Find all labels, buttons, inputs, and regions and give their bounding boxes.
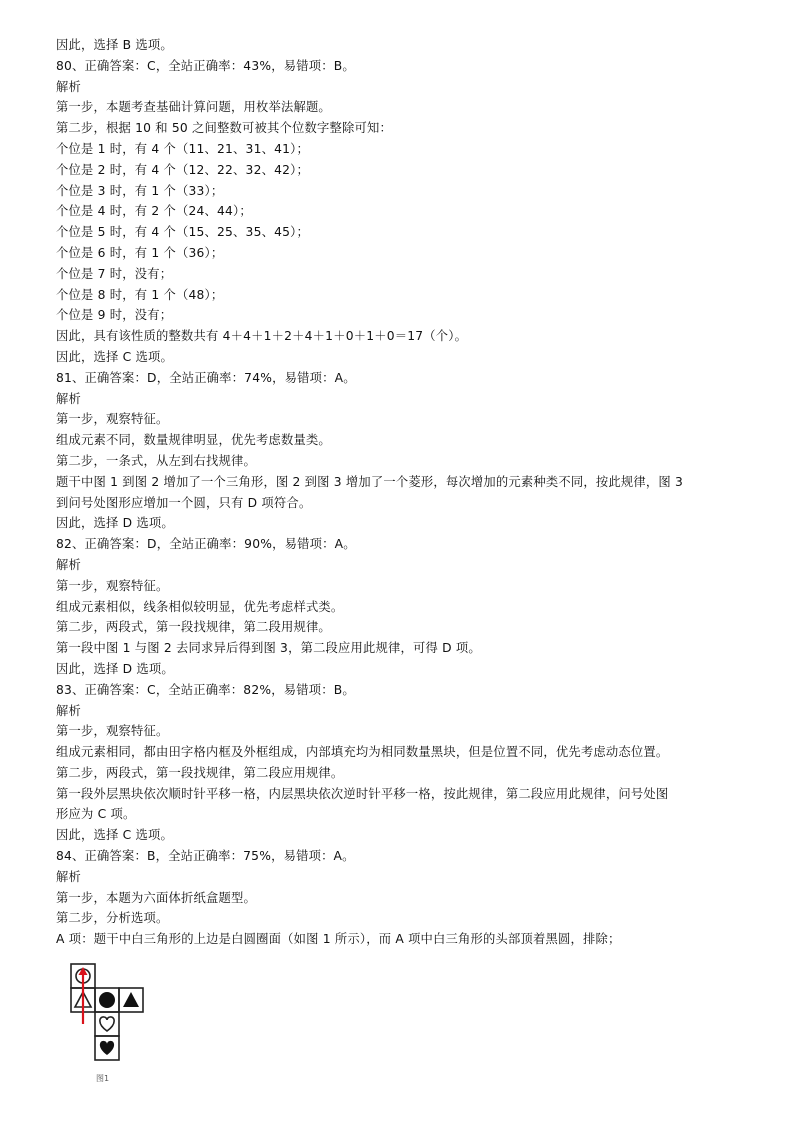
black-circle-icon — [99, 992, 115, 1008]
text-line: 因此，选择 D 选项。 — [56, 516, 174, 531]
text-line: 题干中图 1 到图 2 增加了一个三角形，图 2 到图 3 增加了一个菱形，每次增加的元素种类不同，按此规律，图 3 — [56, 474, 683, 489]
text-line: 第二步，一条式，从左到右找规律。 — [56, 453, 256, 468]
section-heading: 解析 — [56, 391, 81, 406]
text-line: 组成元素相同，都由田字格内框及外框组成，内部填充均为相同数量黑块，但是位置不同，优先考虑动态位置。 — [56, 745, 669, 760]
text-line: 形应为 C 项。 — [56, 807, 136, 822]
answer-line-83: 83、正确答案：C，全站正确率：82%，易错项：B。 — [56, 682, 355, 697]
text-line: 第二步，根据 10 和 50 之间整数可被其个位数字整除可知： — [56, 121, 392, 136]
text-line: 第二步，分析选项。 — [56, 911, 169, 926]
answer-line-81: 81、正确答案：D，全站正确率：74%，易错项：A。 — [56, 370, 356, 385]
text-line: 组成元素相似，线条相似较明显，优先考虑样式类。 — [56, 599, 344, 614]
answer-line-82: 82、正确答案：D，全站正确率：90%，易错项：A。 — [56, 537, 356, 552]
text-line: 第一步，观察特征。 — [56, 578, 169, 593]
text-line: 个位是 7 时，没有； — [56, 266, 173, 281]
text-line: 个位是 4 时，有 2 个（24、44）； — [56, 204, 252, 219]
text-line: 个位是 6 时，有 1 个（36）； — [56, 245, 224, 260]
section-heading: 解析 — [56, 703, 81, 718]
net-face-white-heart — [95, 1012, 119, 1036]
black-triangle-icon — [123, 992, 139, 1007]
answer-line-84: 84、正确答案：B，全站正确率：75%，易错项：A。 — [56, 849, 355, 864]
text-line: 个位是 1 时，有 4 个（11、21、31、41）； — [56, 141, 309, 156]
text-line: 个位是 3 时，有 1 个（33）； — [56, 183, 224, 198]
figure-caption: 图1 — [96, 1074, 110, 1083]
text-line: 第一步，本题考查基础计算问题，用枚举法解题。 — [56, 100, 331, 115]
red-arrow-head-icon — [79, 967, 88, 975]
document-body — [56, 35, 756, 950]
text-line: 个位是 5 时，有 4 个（15、25、35、45）； — [56, 225, 309, 240]
text-line: 个位是 9 时，没有； — [56, 308, 173, 323]
text-line: 到问号处图形应增加一个圆，只有 D 项符合。 — [56, 495, 312, 510]
text-line: 因此，选择 C 选项。 — [56, 349, 173, 364]
text-line: 第二步，两段式，第一段找规律，第二段应用规律。 — [56, 765, 344, 780]
white-heart-icon — [100, 1017, 114, 1031]
cube-net-figure — [58, 962, 168, 1087]
text-line: 因此，具有该性质的整数共有 4＋4＋1＋2＋4＋1＋0＋1＋0＝17（个）。 — [56, 329, 468, 344]
text-line: A 项：题干中白三角形的上边是白圆圈面（如图 1 所示），而 A 项中白三角形的头部顶着黑圆，排除； — [56, 932, 621, 947]
cube-net-diagram — [58, 962, 168, 1087]
text-line: 第一步，本题为六面体折纸盒题型。 — [56, 890, 256, 905]
text-line: 第一步，观察特征。 — [56, 412, 169, 427]
text-line: 因此，选择 B 选项。 — [56, 38, 173, 52]
answer-line-80: 80、正确答案：C，全站正确率：43%，易错项：B。 — [56, 58, 355, 73]
section-heading: 解析 — [56, 869, 81, 884]
text-line: 第一段中图 1 与图 2 去同求异后得到图 3，第二段应用此规律，可得 D 项。 — [56, 641, 481, 656]
text-line: 个位是 8 时，有 1 个（48）； — [56, 287, 224, 302]
text-line: 因此，选择 C 选项。 — [56, 828, 173, 843]
black-heart-icon — [100, 1041, 114, 1055]
text-line: 第一步，观察特征。 — [56, 724, 169, 739]
section-heading: 解析 — [56, 79, 81, 94]
text-line: 第一段外层黑块依次顺时针平移一格，内层黑块依次逆时针平移一格，按此规律，第二段应用此规律，问号处图 — [56, 786, 669, 801]
text-line: 组成元素不同，数量规律明显，优先考虑数量类。 — [56, 433, 331, 448]
text-line: 第二步，两段式，第一段找规律，第二段用规律。 — [56, 620, 331, 635]
text-line: 个位是 2 时，有 4 个（12、22、32、42）； — [56, 162, 309, 177]
text-line: 因此，选择 D 选项。 — [56, 661, 174, 676]
section-heading: 解析 — [56, 557, 81, 572]
